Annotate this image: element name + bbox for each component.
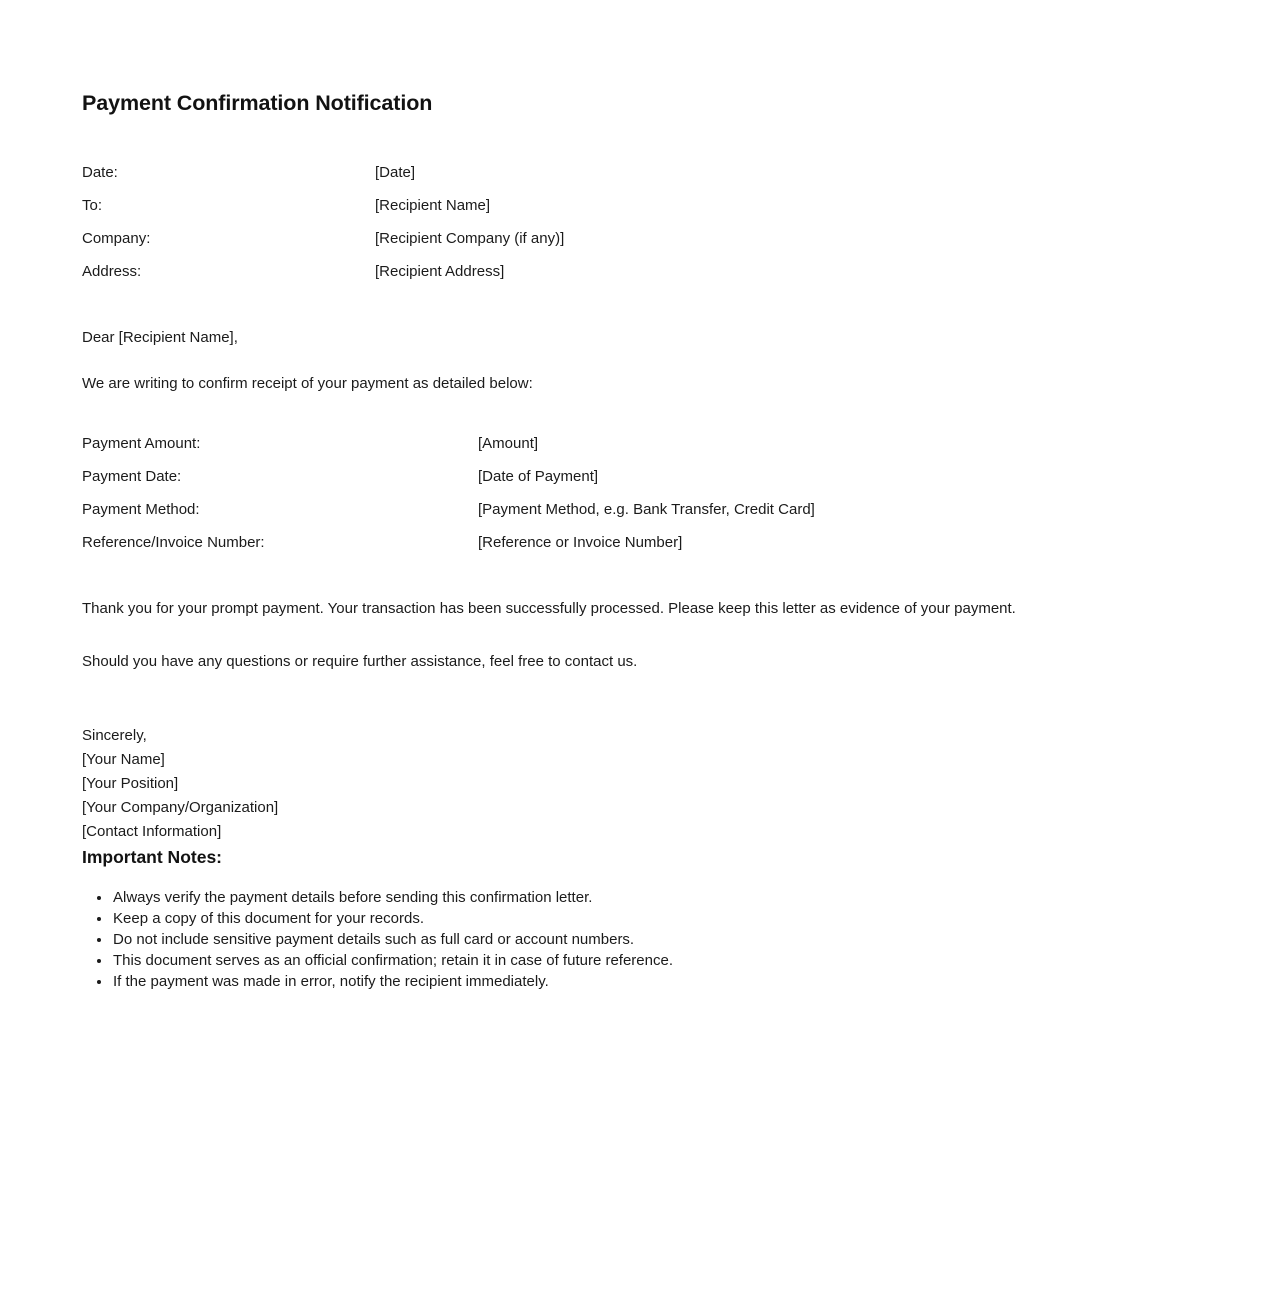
field-value-placeholder: [Recipient Name] <box>375 196 491 214</box>
intro-paragraph: We are writing to confirm receipt of your payment as detailed below: <box>82 375 533 392</box>
field-value-placeholder: [Payment Method, e.g. Bank Transfer, Credit Card] <box>478 500 815 518</box>
field-label: Reference/Invoice Number: <box>82 533 265 551</box>
recipient-info-row-date <box>82 156 1196 189</box>
field-value-placeholder: [Date of Payment] <box>478 467 599 485</box>
payment-row-reference <box>82 526 1196 559</box>
field-value-placeholder: [Recipient Address] <box>375 262 505 280</box>
field-value-placeholder: [Amount] <box>478 434 539 452</box>
recipient-info-row-to <box>82 189 1196 222</box>
note-item: • Do not include sensitive payment details such as full card or account numbers. <box>112 929 1196 950</box>
field-label: Date: <box>82 163 118 181</box>
payment-details-table <box>82 427 1196 559</box>
field-label: Payment Method: <box>82 500 200 518</box>
page-title: Payment Confirmation Notification <box>82 91 433 115</box>
recipient-info-table <box>82 156 1196 288</box>
signature-closing: Sincerely, <box>82 727 147 744</box>
questions-paragraph: Should you have any questions or require further assistance, feel free to contact us. <box>82 653 638 670</box>
signature-contact-placeholder: [Contact Information] <box>82 823 222 840</box>
payment-row-method <box>82 493 1196 526</box>
field-label: Company: <box>82 229 151 247</box>
signature-company-placeholder: [Your Company/Organization] <box>82 799 279 816</box>
field-value-placeholder: [Date] <box>375 163 416 181</box>
signature-name-placeholder: [Your Name] <box>82 751 165 768</box>
recipient-info-row-company <box>82 222 1196 255</box>
note-item: • Always verify the payment details before sending this confirmation letter. <box>112 887 1196 908</box>
field-label: Payment Amount: <box>82 434 201 452</box>
note-item: • This document serves as an official confirmation; retain it in case of future reference. <box>112 950 1196 971</box>
salutation: Dear [Recipient Name], <box>82 329 238 346</box>
payment-row-amount <box>82 427 1196 460</box>
signature-position-placeholder: [Your Position] <box>82 775 179 792</box>
thanks-paragraph: Thank you for your prompt payment. Your transaction has been successfully processed. Please keep this letter as evidence of your payment. <box>82 600 1016 617</box>
payment-row-date <box>82 460 1196 493</box>
field-value-placeholder: [Reference or Invoice Number] <box>478 533 683 551</box>
recipient-info-row-address <box>82 255 1196 288</box>
field-label: Payment Date: <box>82 467 182 485</box>
note-item: • If the payment was made in error, notify the recipient immediately. <box>112 971 1196 992</box>
important-notes-heading: Important Notes: <box>82 847 222 867</box>
field-value-placeholder: [Recipient Company (if any)] <box>375 229 565 247</box>
signature-block <box>82 724 1196 844</box>
field-label: Address: <box>82 262 142 280</box>
important-notes-list <box>82 887 1196 992</box>
note-item: • Keep a copy of this document for your records. <box>112 908 1196 929</box>
field-label: To: <box>82 196 103 214</box>
